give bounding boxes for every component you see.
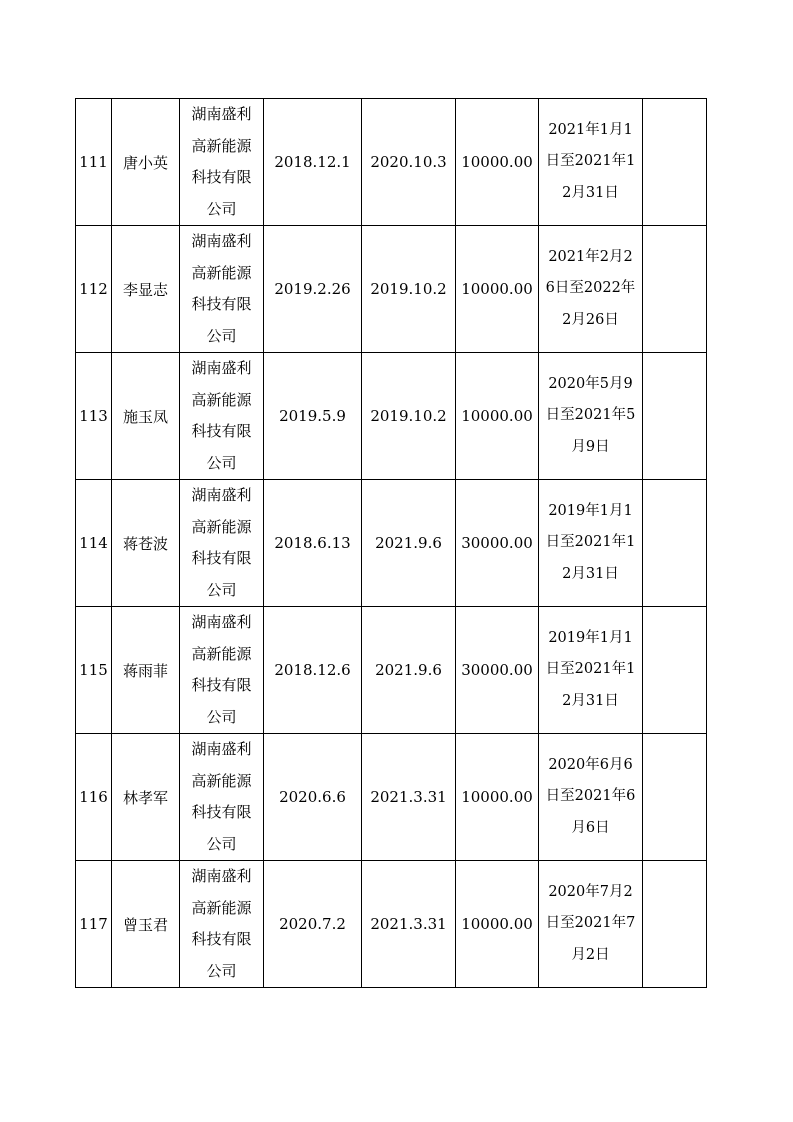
start-date: 2020.6.6 (264, 734, 362, 861)
start-date: 2018.6.13 (264, 480, 362, 607)
end-date: 2021.9.6 (362, 480, 456, 607)
coverage-period: 2020年5月9日至2021年5月9日 (545, 375, 636, 455)
end-date: 2019.10.2 (362, 353, 456, 480)
amount: 10000.00 (456, 226, 539, 353)
table-row (76, 734, 707, 861)
coverage-period: 2019年1月1日至2021年12月31日 (545, 502, 636, 582)
amount: 10000.00 (456, 353, 539, 480)
person-name: 施玉凤 (112, 353, 180, 480)
remark-cell (643, 480, 707, 607)
records-table (75, 98, 707, 988)
table-row (76, 607, 707, 734)
table-row (76, 480, 707, 607)
start-date: 2019.5.9 (264, 353, 362, 480)
person-name: 蒋雨菲 (112, 607, 180, 734)
coverage-period: 2021年1月1日至2021年12月31日 (545, 121, 636, 201)
period-cell (539, 734, 643, 861)
remark-cell (643, 607, 707, 734)
coverage-period: 2020年7月2日至2021年7月2日 (545, 883, 636, 963)
start-date: 2019.2.26 (264, 226, 362, 353)
period-cell (539, 99, 643, 226)
person-name: 曾玉君 (112, 861, 180, 988)
amount: 10000.00 (456, 99, 539, 226)
remark-cell (643, 99, 707, 226)
amount: 30000.00 (456, 480, 539, 607)
company-cell (180, 734, 264, 861)
period-cell (539, 861, 643, 988)
records-body (76, 99, 707, 988)
remark-cell (643, 353, 707, 480)
company-name: 湖南盛利高新能源科技有限公司 (191, 105, 252, 218)
remark-cell (643, 226, 707, 353)
row-number: 112 (76, 226, 112, 353)
company-cell (180, 480, 264, 607)
person-name: 李显志 (112, 226, 180, 353)
coverage-period: 2021年2月26日至2022年2月26日 (545, 248, 636, 328)
table-row (76, 861, 707, 988)
table-row (76, 99, 707, 226)
company-cell (180, 607, 264, 734)
company-cell (180, 353, 264, 480)
row-number: 113 (76, 353, 112, 480)
remark-cell (643, 861, 707, 988)
amount: 10000.00 (456, 861, 539, 988)
table-row (76, 226, 707, 353)
row-number: 115 (76, 607, 112, 734)
company-name: 湖南盛利高新能源科技有限公司 (191, 867, 252, 980)
row-number: 116 (76, 734, 112, 861)
person-name: 蒋苍波 (112, 480, 180, 607)
person-name: 唐小英 (112, 99, 180, 226)
period-cell (539, 480, 643, 607)
row-number: 117 (76, 861, 112, 988)
company-name: 湖南盛利高新能源科技有限公司 (191, 740, 252, 853)
start-date: 2018.12.1 (264, 99, 362, 226)
end-date: 2021.3.31 (362, 861, 456, 988)
amount: 10000.00 (456, 734, 539, 861)
end-date: 2021.3.31 (362, 734, 456, 861)
end-date: 2020.10.3 (362, 99, 456, 226)
start-date: 2018.12.6 (264, 607, 362, 734)
period-cell (539, 607, 643, 734)
end-date: 2021.9.6 (362, 607, 456, 734)
company-name: 湖南盛利高新能源科技有限公司 (191, 359, 252, 472)
coverage-period: 2019年1月1日至2021年12月31日 (545, 629, 636, 709)
company-name: 湖南盛利高新能源科技有限公司 (191, 486, 252, 599)
company-name: 湖南盛利高新能源科技有限公司 (191, 232, 252, 345)
period-cell (539, 353, 643, 480)
company-cell (180, 99, 264, 226)
person-name: 林孝军 (112, 734, 180, 861)
company-name: 湖南盛利高新能源科技有限公司 (191, 613, 252, 726)
company-cell (180, 226, 264, 353)
row-number: 111 (76, 99, 112, 226)
start-date: 2020.7.2 (264, 861, 362, 988)
company-cell (180, 861, 264, 988)
remark-cell (643, 734, 707, 861)
coverage-period: 2020年6月6日至2021年6月6日 (545, 756, 636, 836)
period-cell (539, 226, 643, 353)
end-date: 2019.10.2 (362, 226, 456, 353)
amount: 30000.00 (456, 607, 539, 734)
row-number: 114 (76, 480, 112, 607)
table-row (76, 353, 707, 480)
